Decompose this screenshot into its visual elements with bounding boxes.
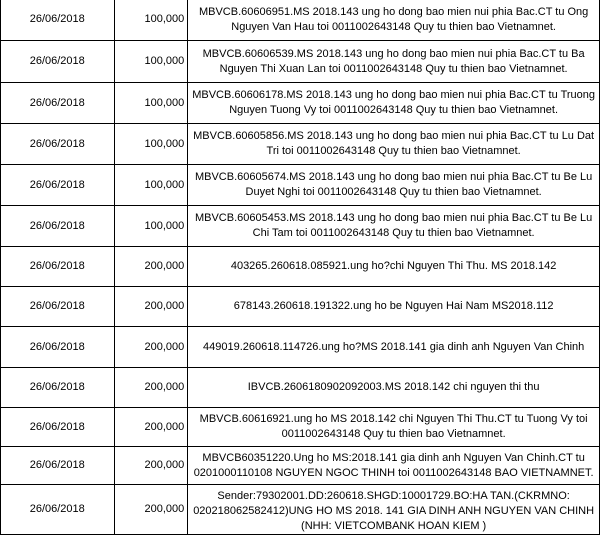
table-row [1, 447, 600, 485]
amount-cell: 100,000 [114, 165, 188, 206]
amount-cell: 100,000 [114, 41, 188, 83]
description-cell: MBVCB.60606178.MS 2018.143 ung ho dong bao mien nui phia Bac.CT tu Truong Nguyen Tuong Vy toi 0011002643148 Quy tu thien bao Vietnamnet. [188, 83, 600, 124]
date-cell: 26/06/2018 [1, 247, 115, 287]
table-row [1, 206, 600, 247]
amount-cell: 200,000 [114, 485, 188, 535]
amount-cell: 200,000 [114, 447, 188, 485]
amount-cell: 200,000 [114, 247, 188, 287]
description-cell: MBVCB.60605453.MS 2018.143 ung ho dong bao mien nui phia Bac.CT tu Be Lu Chi Tam toi 0011002643148 Quy tu thien bao Vietnamnet. [188, 206, 600, 247]
description-cell: IBVCB.2606180902092003.MS 2018.142 chi nguyen thi thu [188, 368, 600, 408]
date-cell: 26/06/2018 [1, 83, 115, 124]
description-cell: MBVCB.60606539.MS 2018.143 ung ho dong bao mien nui phia Bac.CT tu Ba Nguyen Thi Xuan Lan toi 0011002643148 Quy tu thien bao Vietnamnet. [188, 41, 600, 83]
date-cell: 26/06/2018 [1, 485, 115, 535]
description-cell: MBVCB.60606951.MS 2018.143 ung ho dong bao mien nui phia Bac.CT tu Ong Nguyen Van Hau toi 0011002643148 Quy tu thien bao Vietnamnet. [188, 0, 600, 41]
date-cell: 26/06/2018 [1, 368, 115, 408]
amount-cell: 200,000 [114, 368, 188, 408]
amount-cell: 100,000 [114, 206, 188, 247]
table-row [1, 0, 600, 41]
description-cell: 678143.260618.191322.ung ho be Nguyen Hai Nam MS2018.112 [188, 287, 600, 327]
date-cell: 26/06/2018 [1, 124, 115, 165]
amount-cell: 200,000 [114, 408, 188, 447]
description-cell: MBVCB60351220.Ung ho MS:2018.141 gia dinh anh Nguyen Van Chinh.CT tu 0201000110108 NGUYEN NGOC THINH toi 0011002643148 BAO VIETNAMNET. [188, 447, 600, 485]
date-cell: 26/06/2018 [1, 0, 115, 41]
date-cell: 26/06/2018 [1, 408, 115, 447]
table-row [1, 247, 600, 287]
amount-cell: 100,000 [114, 0, 188, 41]
date-cell: 26/06/2018 [1, 206, 115, 247]
table-row [1, 368, 600, 408]
date-cell: 26/06/2018 [1, 327, 115, 368]
amount-cell: 200,000 [114, 287, 188, 327]
description-cell: MBVCB.60605674.MS 2018.143 ung ho dong bao mien nui phia Bac.CT tu Be Lu Duyet Nghi toi 0011002643148 Quy tu thien bao Vietnamnet. [188, 165, 600, 206]
description-cell: 403265.260618.085921.ung ho?chi Nguyen Thi Thu. MS 2018.142 [188, 247, 600, 287]
description-cell: Sender:79302001.DD:260618.SHGD:10001729.BO:HA TAN.(CKRMNO: 020218062582412)UNG HO MS 2018. 141 GIA DINH ANH NGUYEN VAN CHINH (NHH: VIETCOMBANK HOAN KIEM ) [188, 485, 600, 535]
date-cell: 26/06/2018 [1, 447, 115, 485]
date-cell: 26/06/2018 [1, 287, 115, 327]
description-cell: 449019.260618.114726.ung ho?MS 2018.141 gia dinh anh Nguyen Van Chinh [188, 327, 600, 368]
description-cell: MBVCB.60605856.MS 2018.143 ung ho dong bao mien nui phia Bac.CT tu Lu Dat Tri toi 0011002643148 Quy tu thien bao Vietnamnet. [188, 124, 600, 165]
table-row [1, 41, 600, 83]
table-row [1, 287, 600, 327]
amount-cell: 200,000 [114, 327, 188, 368]
table-row [1, 124, 600, 165]
description-cell: MBVCB.60616921.ung ho MS 2018.142 chi Nguyen Thi Thu.CT tu Tuong Vy toi 0011002643148 Quy tu thien bao Vietnamnet. [188, 408, 600, 447]
table-row [1, 485, 600, 535]
date-cell: 26/06/2018 [1, 41, 115, 83]
date-cell: 26/06/2018 [1, 165, 115, 206]
amount-cell: 100,000 [114, 124, 188, 165]
table-row [1, 83, 600, 124]
table-row [1, 327, 600, 368]
table-row [1, 165, 600, 206]
amount-cell: 100,000 [114, 83, 188, 124]
table-row [1, 408, 600, 447]
